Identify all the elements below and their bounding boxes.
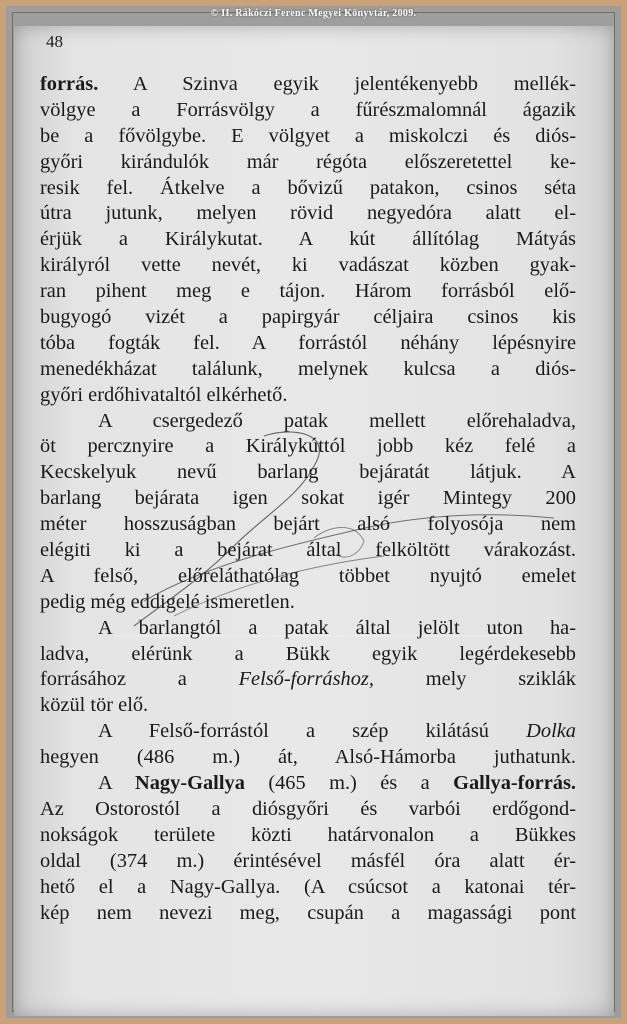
text-line <box>40 409 576 435</box>
text-line <box>40 901 576 927</box>
text-line <box>40 72 576 98</box>
text-line <box>40 176 576 202</box>
text-segment: nokságok területe közti határvonalon a Bükkes <box>40 823 576 846</box>
text-line <box>40 98 576 124</box>
text-line <box>40 253 576 279</box>
text-line <box>40 538 576 564</box>
text-line <box>40 512 576 538</box>
text-line <box>40 305 576 331</box>
text-line <box>40 486 576 512</box>
text-segment: bugyogó vizét a papirgyár céljaira csinos kis <box>40 306 576 329</box>
bold-term: forrás. <box>40 73 99 95</box>
text-segment: resik fel. Átkelve a bővizű patakon, csinos séta <box>40 176 576 199</box>
text-segment: közül tör elő. <box>40 694 149 717</box>
text-segment: A Szinva egyik jelentékenyebb mellék- <box>98 73 576 95</box>
text-segment: hető el a Nagy-Gallya. (A csúcsot a katonai tér- <box>40 875 576 898</box>
text-line <box>40 227 576 253</box>
text-segment: tóba fogták fel. A forrástól néhány lépésnyire <box>40 331 576 354</box>
text-line <box>40 201 576 227</box>
text-line <box>40 434 576 460</box>
text-segment: Az Ostorostól a diósgyőri és varbói erdőgond- <box>40 797 576 820</box>
bold-term: Nagy-Gallya <box>135 772 245 795</box>
text-line <box>40 875 576 901</box>
text-segment: A csergedező patak mellett előrehaladva, <box>98 409 576 432</box>
text-line <box>40 590 576 616</box>
text-segment: forrásához a <box>40 668 239 691</box>
text-line <box>40 279 576 305</box>
text-line <box>40 693 576 719</box>
text-segment: győri erdőhivataltól elkérhető. <box>40 383 288 406</box>
text-segment: elégiti ki a bejárat által felköltött várakozást. <box>40 539 576 562</box>
text-line <box>40 771 576 797</box>
text-segment: érjük a Királykutat. A kút állítólag Mátyás <box>40 228 576 251</box>
text-segment: ladva, elérünk a Bükk egyik legérdekesebb <box>40 642 576 665</box>
text-segment: A barlangtól a patak által jelölt uton ha- <box>98 616 576 639</box>
text-line <box>40 124 576 150</box>
text-segment: völgye a Forrásvölgy a fűrészmalomnál ágazik <box>40 98 576 121</box>
italic-term: Dolka <box>526 720 576 743</box>
text-segment: öt percznyire a Királykúttól jobb kéz felé a <box>40 435 576 458</box>
text-line <box>40 667 576 693</box>
text-segment: barlang bejárata igen sokat igér Mintegy 200 <box>40 487 576 510</box>
text-line <box>40 564 576 590</box>
text-segment: pedig még eddigelé ismeretlen. <box>40 590 295 613</box>
page-number: 48 <box>46 32 63 51</box>
text-segment: A felső, előreláthatólag többet nyujtó emelet <box>40 564 576 587</box>
text-line <box>40 460 576 486</box>
text-segment: be a fővölgybe. E völgyet a miskolczi és diós- <box>40 124 576 147</box>
text-segment: (465 m.) és a <box>244 772 454 795</box>
text-line <box>40 642 576 668</box>
text-line <box>40 357 576 383</box>
text-line <box>40 745 576 771</box>
text-line <box>40 797 576 823</box>
copyright-watermark: © II. Rákóczi Ferenc Megyei Könyvtár, 2009. <box>210 8 417 19</box>
text-line <box>40 150 576 176</box>
text-line <box>40 849 576 875</box>
text-line <box>40 383 576 409</box>
text-segment: útra jutunk, melyen rövid negyedóra alatt el- <box>40 202 576 225</box>
text-segment: királyról vette nevét, ki vadászat közben gyak- <box>40 254 576 277</box>
text-line <box>40 616 576 642</box>
text-segment: A <box>98 772 136 795</box>
text-line <box>40 331 576 357</box>
text-line <box>40 823 576 849</box>
text-segment: győri kirándulók már régóta előszeretettel ke- <box>40 150 576 173</box>
text-segment: Kecskelyuk nevű barlang bejáratát látjuk. A <box>40 461 576 484</box>
text-segment: A Felső-forrástól a szép kilátású <box>98 720 527 743</box>
text-segment: ran pihent meg e tájon. Három forrásból elő- <box>40 280 576 303</box>
text-segment: kép nem nevezi meg, csupán a magassági pont <box>40 901 576 924</box>
page-body-text <box>40 72 576 926</box>
text-segment: mely sziklák <box>373 668 576 691</box>
bold-term: Gallya-forrás. <box>453 772 576 795</box>
italic-term: Felső-forráshoz, <box>238 668 374 691</box>
text-segment: méter hosszuságban bejárt alsó folyosója nem <box>40 513 576 536</box>
text-line <box>40 719 576 745</box>
text-segment: oldal (374 m.) érintésével másfél óra alatt ér- <box>40 849 576 872</box>
text-segment: hegyen (486 m.) át, Alsó-Hámorba juthatunk. <box>40 746 576 769</box>
text-segment: menedékházat találunk, melynek kulcsa a diós- <box>40 357 576 380</box>
